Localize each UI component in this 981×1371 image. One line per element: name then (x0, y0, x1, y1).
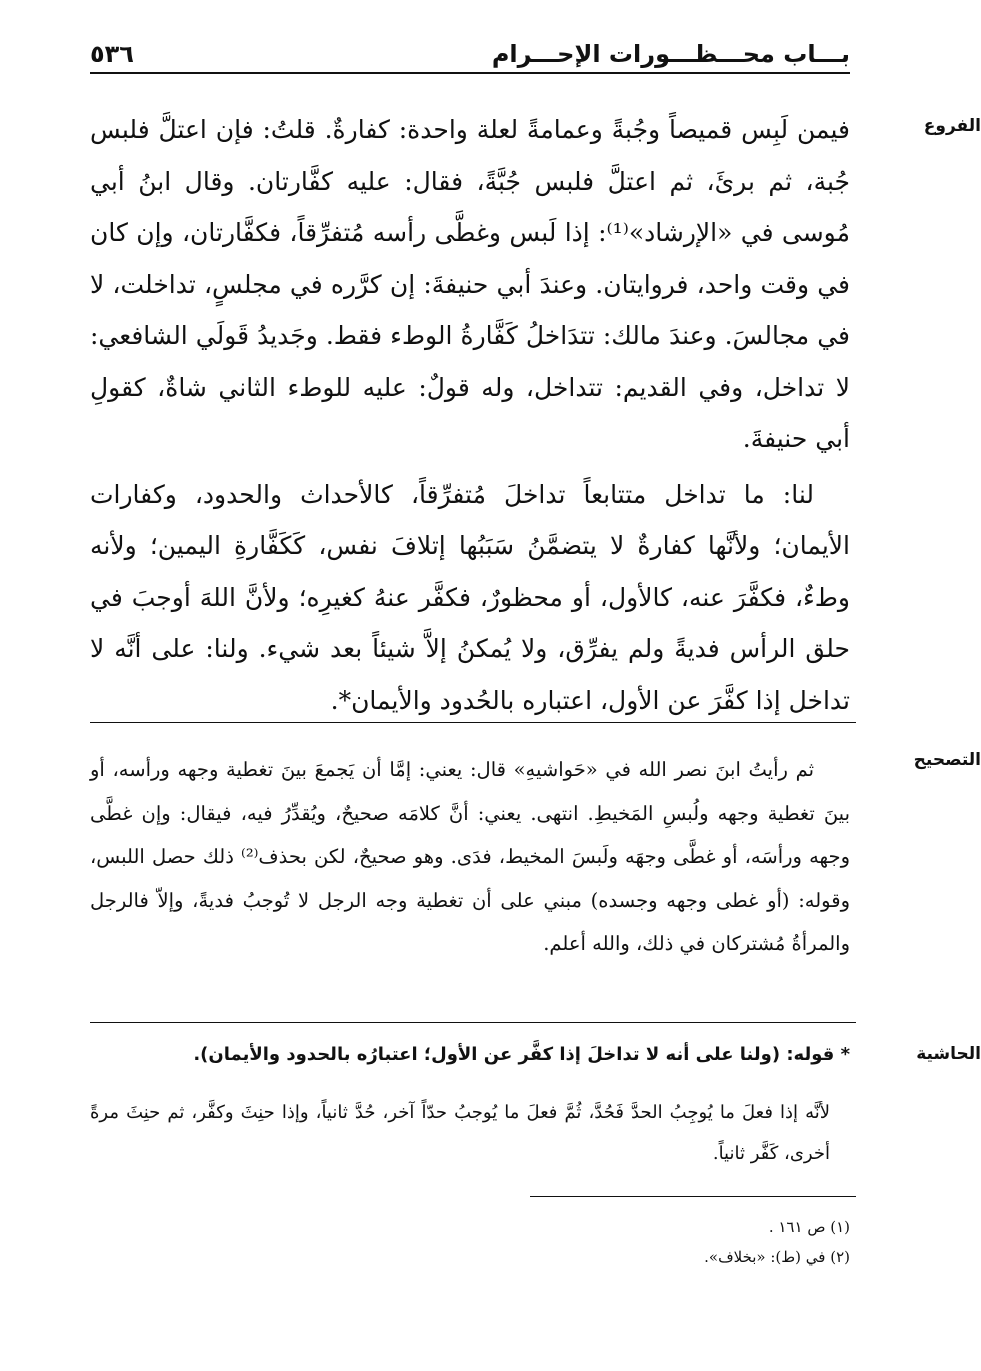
furu-text (90, 104, 850, 726)
running-header (90, 34, 850, 74)
hashiya-text (90, 1092, 850, 1174)
footnote-rule (530, 1196, 856, 1197)
header-rule (90, 72, 850, 74)
section-divider (90, 1022, 856, 1023)
chapter-title: بـــاب محـــظـــورات الإحـــرام (491, 40, 850, 68)
tashih-text (90, 748, 850, 966)
tashih-label: التصحيح (913, 750, 981, 770)
section-divider (90, 722, 856, 723)
quote-intro: قوله: (786, 1044, 835, 1065)
hashiya-paragraph: لأنَّه إذا فعلَ ما يُوجِبُ الحدَّ فَحُدَّ، ثُمَّ فعلَ ما يُوجبُ حدّاً آخر، حُدَّ ثانياً، وإذا حنِثَ وكفَّر، ثم حنِثَ مرةً أخرى، كَفَّر ثانياً. (90, 1102, 830, 1164)
furu-paragraph-2: لنا: ما تداخل متتابعاً تداخلَ مُتفرِّقاً، كالأحداث والحدود، وكفارات الأيمان؛ ولأنَّها كفارةٌ لا يتضمَّنُ سَبَبُها إتلافَ نفس، كَكَفَّارةِ اليمين؛ ولأنه وطءٌ، فكفَّرَ عنه، كالأول، أو محظورٌ، فكفَّر عنهُ كغيرِه؛ ولأنَّ اللهَ أوجبَ في حلق الرأس فديةً ولم يفرِّق، ولا يُمكنُ إلاَّ شيئاً بعد شيء. ولنا: على أنَّه لا تداخل إذا كفَّرَ عن الأول، اعتباره بالحُدود والأيمان*. (90, 479, 850, 715)
tashih-paragraph: ثم رأيتُ ابنَ نصر الله في «حَواشيهِ» قال: يعني: إمَّا أن يَجمعَ بينَ تغطية وجهه ورأسه، أو بينَ تغطية وجهه ولُبسِ المَخيطِ. انتهى. يعني: أنَّ كلامَه صحيحٌ، ويُقدِّرُ فيه، فيقال: وإن غطَّى وجهه ورأسَه، أو غطَّى وجهَه ولَبسَ المخيط، فدَى. وهو صحيحٌ، لكن بحذف⁽²⁾ ذلك حصل اللبس، وقوله: (أو غطى وجهه وجسده) مبني على أن تغطية وجه الرجل لا تُوجبُ فديةً، وإلاّ فالرجل والمرأةُ مُشتركان في ذلك، والله أعلم. (90, 758, 850, 955)
star-marker: * (840, 1044, 850, 1065)
hashiya-label: الحاشية (916, 1044, 981, 1064)
hashiya-quote-line (90, 1044, 850, 1065)
furu-label: الفروع (923, 116, 981, 136)
footnotes (90, 1212, 850, 1272)
page-number: ٥٣٦ (90, 40, 134, 68)
furu-paragraph-1: فيمن لَبِس قميصاً وجُبةً وعمامةً لعلة واحدة: كفارةٌ. قلتُ: فإن اعتلَّ فلبس جُبة، ثم برئَ، ثم اعتلَّ فلبس جُبَّةً، فقال: عليه كفَّارتان. وقال ابنُ أبي مُوسى في «الإرشاد»⁽¹⁾: إذا لَبس وغطَّى رأسه مُتفرِّقاً، فكفَّارتان، وإن كان في وقت واحد، فروايتان. وعندَ أبي حنيفةَ: إن كرَّره في مجلسٍ، تداخلت، لا في مجالسَ. وعندَ مالك: تتدَاخلُ كَفَّارةُ الوطء فقط. وجَديدُ قَولَي الشافعي: لا تداخل، وفي القديم: تتداخل، وله قولٌ: عليه للوطء الثاني شاةٌ، كقولِ أبي حنيفةَ. (90, 115, 850, 453)
footnote-1: (١) ص ١٦١ . (768, 1218, 850, 1236)
quoted-text: (ولنا على أنه لا تداخلَ إذا كفَّر عن الأول؛ اعتبارُه بالحدود والأيمان). (193, 1044, 781, 1065)
footnote-2: (٢) في (ط): «بخلاف». (704, 1248, 850, 1266)
